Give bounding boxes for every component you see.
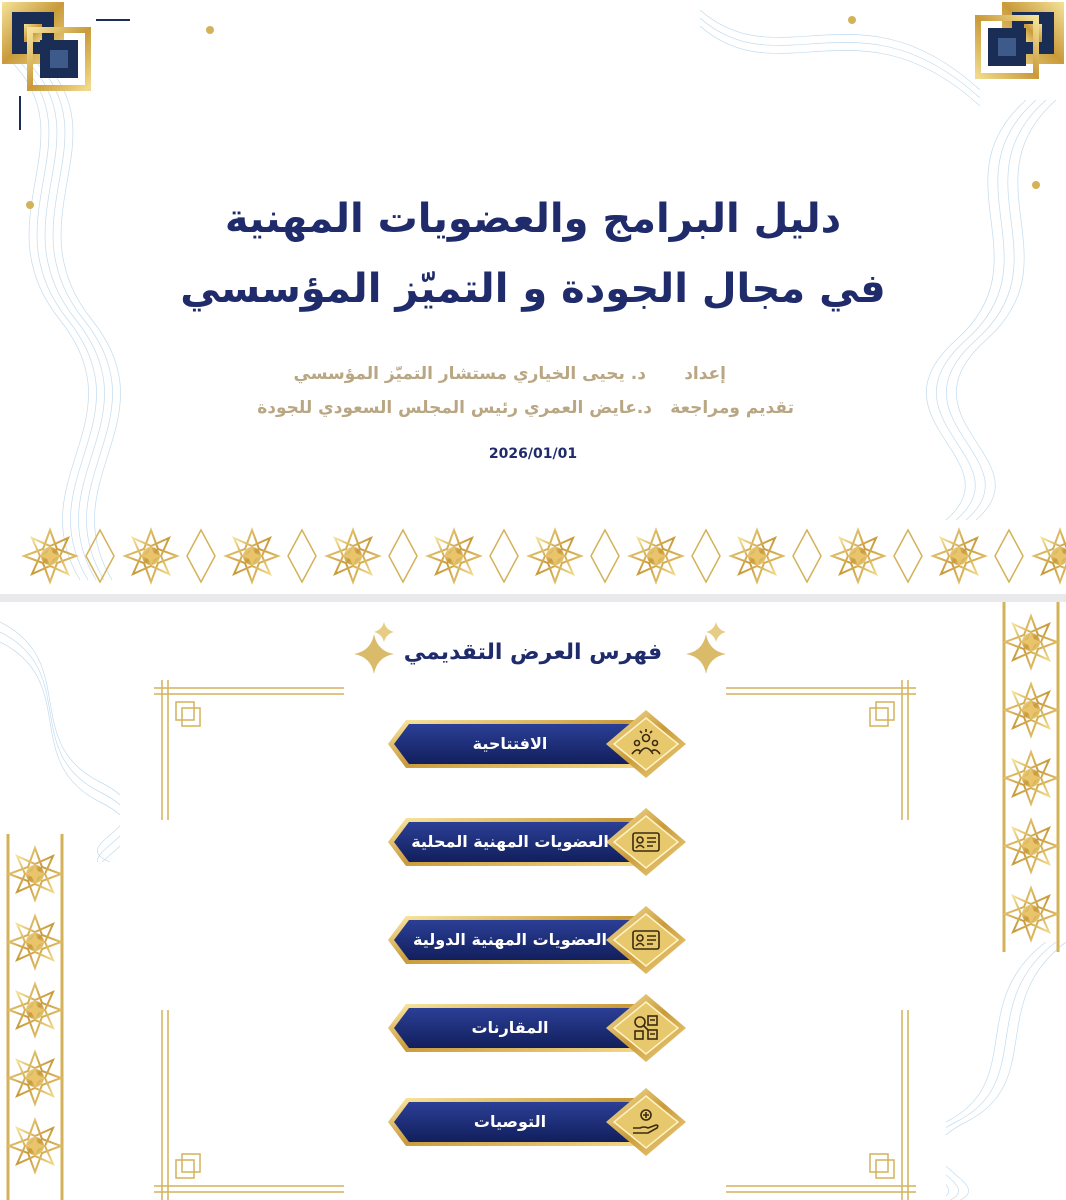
slide-title-line-2: في مجال الجودة و التميّز المؤسسي	[180, 266, 886, 312]
prepared-by-label: إعداد	[684, 364, 726, 384]
slide-title-line-1: دليل البرامج والعضويات المهنية	[224, 196, 842, 242]
team-icon	[630, 728, 662, 760]
frame-corner-bottom-right	[716, 1010, 916, 1200]
membership-card-icon	[630, 826, 662, 858]
toc-item-1[interactable]	[372, 708, 694, 780]
islamic-pattern-band	[0, 518, 1066, 594]
toc-item-label: العضويات المهنية الدولية	[412, 930, 608, 949]
wave-decoration-right	[946, 942, 1066, 1200]
toc-item-5[interactable]	[372, 1086, 694, 1158]
reviewed-by-name: د.عايض العمري رئيس المجلس السعودي للجودة	[257, 398, 652, 418]
title-slide	[0, 0, 1066, 594]
islamic-pattern-band-left	[4, 834, 66, 1200]
frame-corner-top-left	[154, 680, 354, 820]
reviewed-by-label: تقديم ومراجعة	[670, 398, 794, 418]
toc-item-3[interactable]	[372, 904, 694, 976]
frame-corner-bottom-left	[154, 1010, 354, 1200]
toc-item-label: الافتتاحية	[472, 734, 548, 753]
membership-card-icon	[630, 924, 662, 956]
recommendation-hand-icon	[630, 1106, 662, 1138]
corner-ornament-top-right	[846, 0, 1066, 195]
toc-item-2[interactable]	[372, 806, 694, 878]
prepared-by-name: د. يحيى الخياري مستشار التميّز المؤسسي	[293, 364, 646, 384]
toc-title: فهرس العرض التقديمي	[403, 640, 663, 665]
toc-item-label: التوصيات	[473, 1112, 547, 1131]
toc-slide	[0, 602, 1066, 1200]
toc-item-4[interactable]	[372, 992, 694, 1064]
frame-corner-top-right	[716, 680, 916, 820]
toc-item-label: العضويات المهنية المحلية	[411, 832, 609, 851]
comparison-icon	[630, 1012, 662, 1044]
toc-item-label: المقارنات	[471, 1018, 549, 1037]
presentation-date: 2026/01/01	[488, 446, 578, 462]
corner-ornament-top-left	[0, 0, 220, 215]
